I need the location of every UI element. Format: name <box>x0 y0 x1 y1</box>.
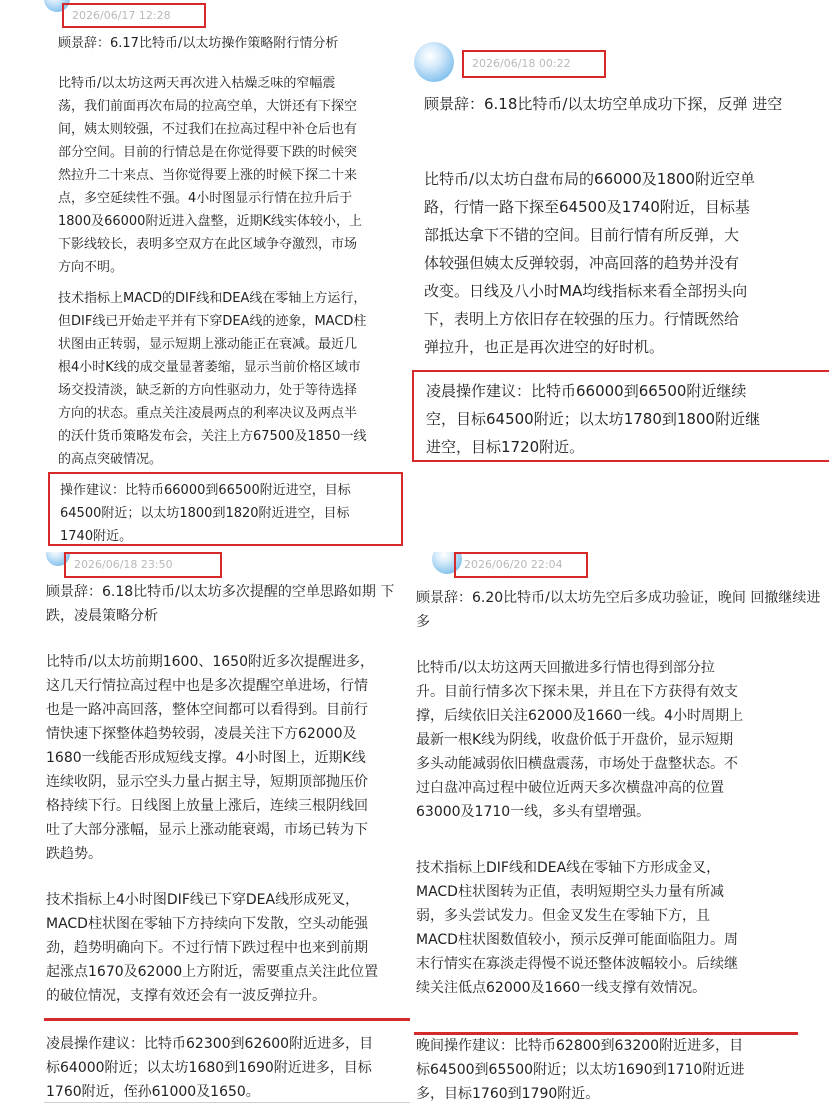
post-paragraph: 比特币/以太坊这两天回撤进多行情也得到部分拉 升。目前行情多次下探未果，并且在下方获得有效支 撑，后续依旧关注62000及1660一线。4小时周期上 最新一根K线为阴线，收盘价低于开盘价，显示短期 多头动能减弱依旧横盘震荡，市场处于盘整状态。不 过白盘冲高过程中破位近两天多次横盘冲高的位置 63000及1710一线，多头有望增强。 <box>416 660 744 820</box>
author-avatar[interactable] <box>414 42 454 82</box>
advice-box: 操作建议：比特币66000到66500附近进空，目标 64500附近；以太坊1800到1820附近进空，目标 1740附近。 <box>48 472 403 546</box>
post-date: 2026/06/18 23:50 <box>64 552 222 578</box>
post-card-0618-am <box>410 40 829 480</box>
post-paragraph: 比特币/以太坊白盘布局的66000及1800附近空单 路，行情一路下探至64500及1740附近，目标基 部抵达拿下不错的空间。目前行情有所反弹，大 体较强但姨太反弹较弱，冲高回落的趋势并没有 改变。日线及八小时MA均线指标来看全部拐头向 下，表明上方依旧存在较强的压力。行情既然给 弹拉升，也正是再次进空的好时机。 <box>424 170 755 356</box>
post-date: 2026/06/20 22:04 <box>454 552 588 578</box>
post-paragraph: 比特币/以太坊这两天再次进入枯燥乏味的窄幅震 荡，我们前面再次布局的拉高空单，大饼还有下探空 间，姨太则较强，不过我们在拉高过程中补仓后也有 部分空间。目前的行情总是在你觉得要下跌的时候突 然拉升二十来点、当你觉得要上涨的时候下探二十来 点，多空延续性不强。4小时图显示行情在拉升后于 1800及66000附近进入盘整，近期K线实体较小，上 下影线较长，表明多空双方在此区域争夺激烈，市场 方向不明。 <box>58 76 362 275</box>
post-date: 2026/06/17 12:28 <box>62 3 206 28</box>
post-paragraph: 比特币/以太坊前期1600、1650附近多次提醒进多， 这几天行情拉高过程中也是多次提醒空单进场，行情 也是一路冲高回落，整体空间都可以看得到。目前行 情快速下探整体趋势较弱，凌晨关注下方62000及 1680一线能否形成短线支撑。4小时图上，近期K线 连续收阴，显示空头力量占据主导，短期顶部抛压价 格持续下行。日线图上放量上涨后，连续三根阴线回 吐了大部分涨幅，显示上涨动能衰竭，市场已转为下 跌趋势。 <box>46 654 374 862</box>
post-title: 顾景辞：6.18比特币/以太坊空单成功下探，反弹 进空 <box>424 95 783 113</box>
post-title: 顾景辞：6.18比特币/以太坊多次提醒的空单思路如期 下跌，凌晨策略分析 <box>46 584 395 624</box>
post-paragraph: 技术指标上4小时图DIF线已下穿DEA线形成死叉， MACD柱状图在零轴下方持续向下发散，空头动能强 劲，趋势明确向下。不过行情下跌过程中也来到前期 起涨点1670及62000上方附近，需要重点关注此位置 的破位情况，支撑有效还会有一波反弹拉升。 <box>46 892 379 1004</box>
advice-text: 晚间操作建议：比特币62800到63200附近进多，目 标64500到65500附近；以太坊1690到1710附近进 多，目标1760到1790附近。 <box>416 1038 745 1102</box>
divider <box>44 1018 410 1021</box>
advice-box: 凌晨操作建议：比特币66000到66500附近继续 空，目标64500附近；以太坊1780到1800附近继 进空，目标1720附近。 <box>412 370 829 462</box>
post-title: 顾景辞：6.20比特币/以太坊先空后多成功验证，晚间 回撤继续进多 <box>416 590 821 630</box>
post-paragraph: 技术指标上MACD的DIF线和DEA线在零轴上方运行， 但DIF线已开始走平并有下穿DEA线的迹象，MACD柱 状图由正转弱，显示短期上涨动能正在衰减。最近几 根4小时K线的成交量显著萎缩，显示当前价格区域市 场交投清淡，缺乏新的方向性驱动力，处于等待选择 方向的状态。重点关注凌晨两点的利率决议及两点半 的沃什货币策略发布会，关注上方67500及1850一线 的高点突破情况。 <box>58 291 367 467</box>
post-title: 顾景辞：6.17比特币/以太坊操作策略附行情分析 <box>58 36 339 51</box>
advice-text: 凌晨操作建议：比特币62300到62600附近进多，目 标64000附近；以太坊1680到1690附近进多，目标 1760附近，侄孙61000及1650。 <box>46 1036 374 1100</box>
bottom-rule <box>44 1102 410 1103</box>
post-card-0618-pm <box>0 552 410 1105</box>
post-paragraph: 技术指标上DIF线和DEA线在零轴下方形成金叉， MACD柱状图转为正值，表明短期空头力量有所减 弱，多头尝试发力。但金叉发生在零轴下方，且 MACD柱状图数值较小，预示反弹可能面临阻力。周 末行情实在寡淡走得慢不说还整体波幅较小。后续继 续关注低点62000及1660一线支撑有效情况。 <box>416 860 738 996</box>
post-card-0620 <box>410 552 829 1105</box>
post-date: 2026/06/18 00:22 <box>462 50 606 78</box>
post-card-0617 <box>0 0 410 550</box>
